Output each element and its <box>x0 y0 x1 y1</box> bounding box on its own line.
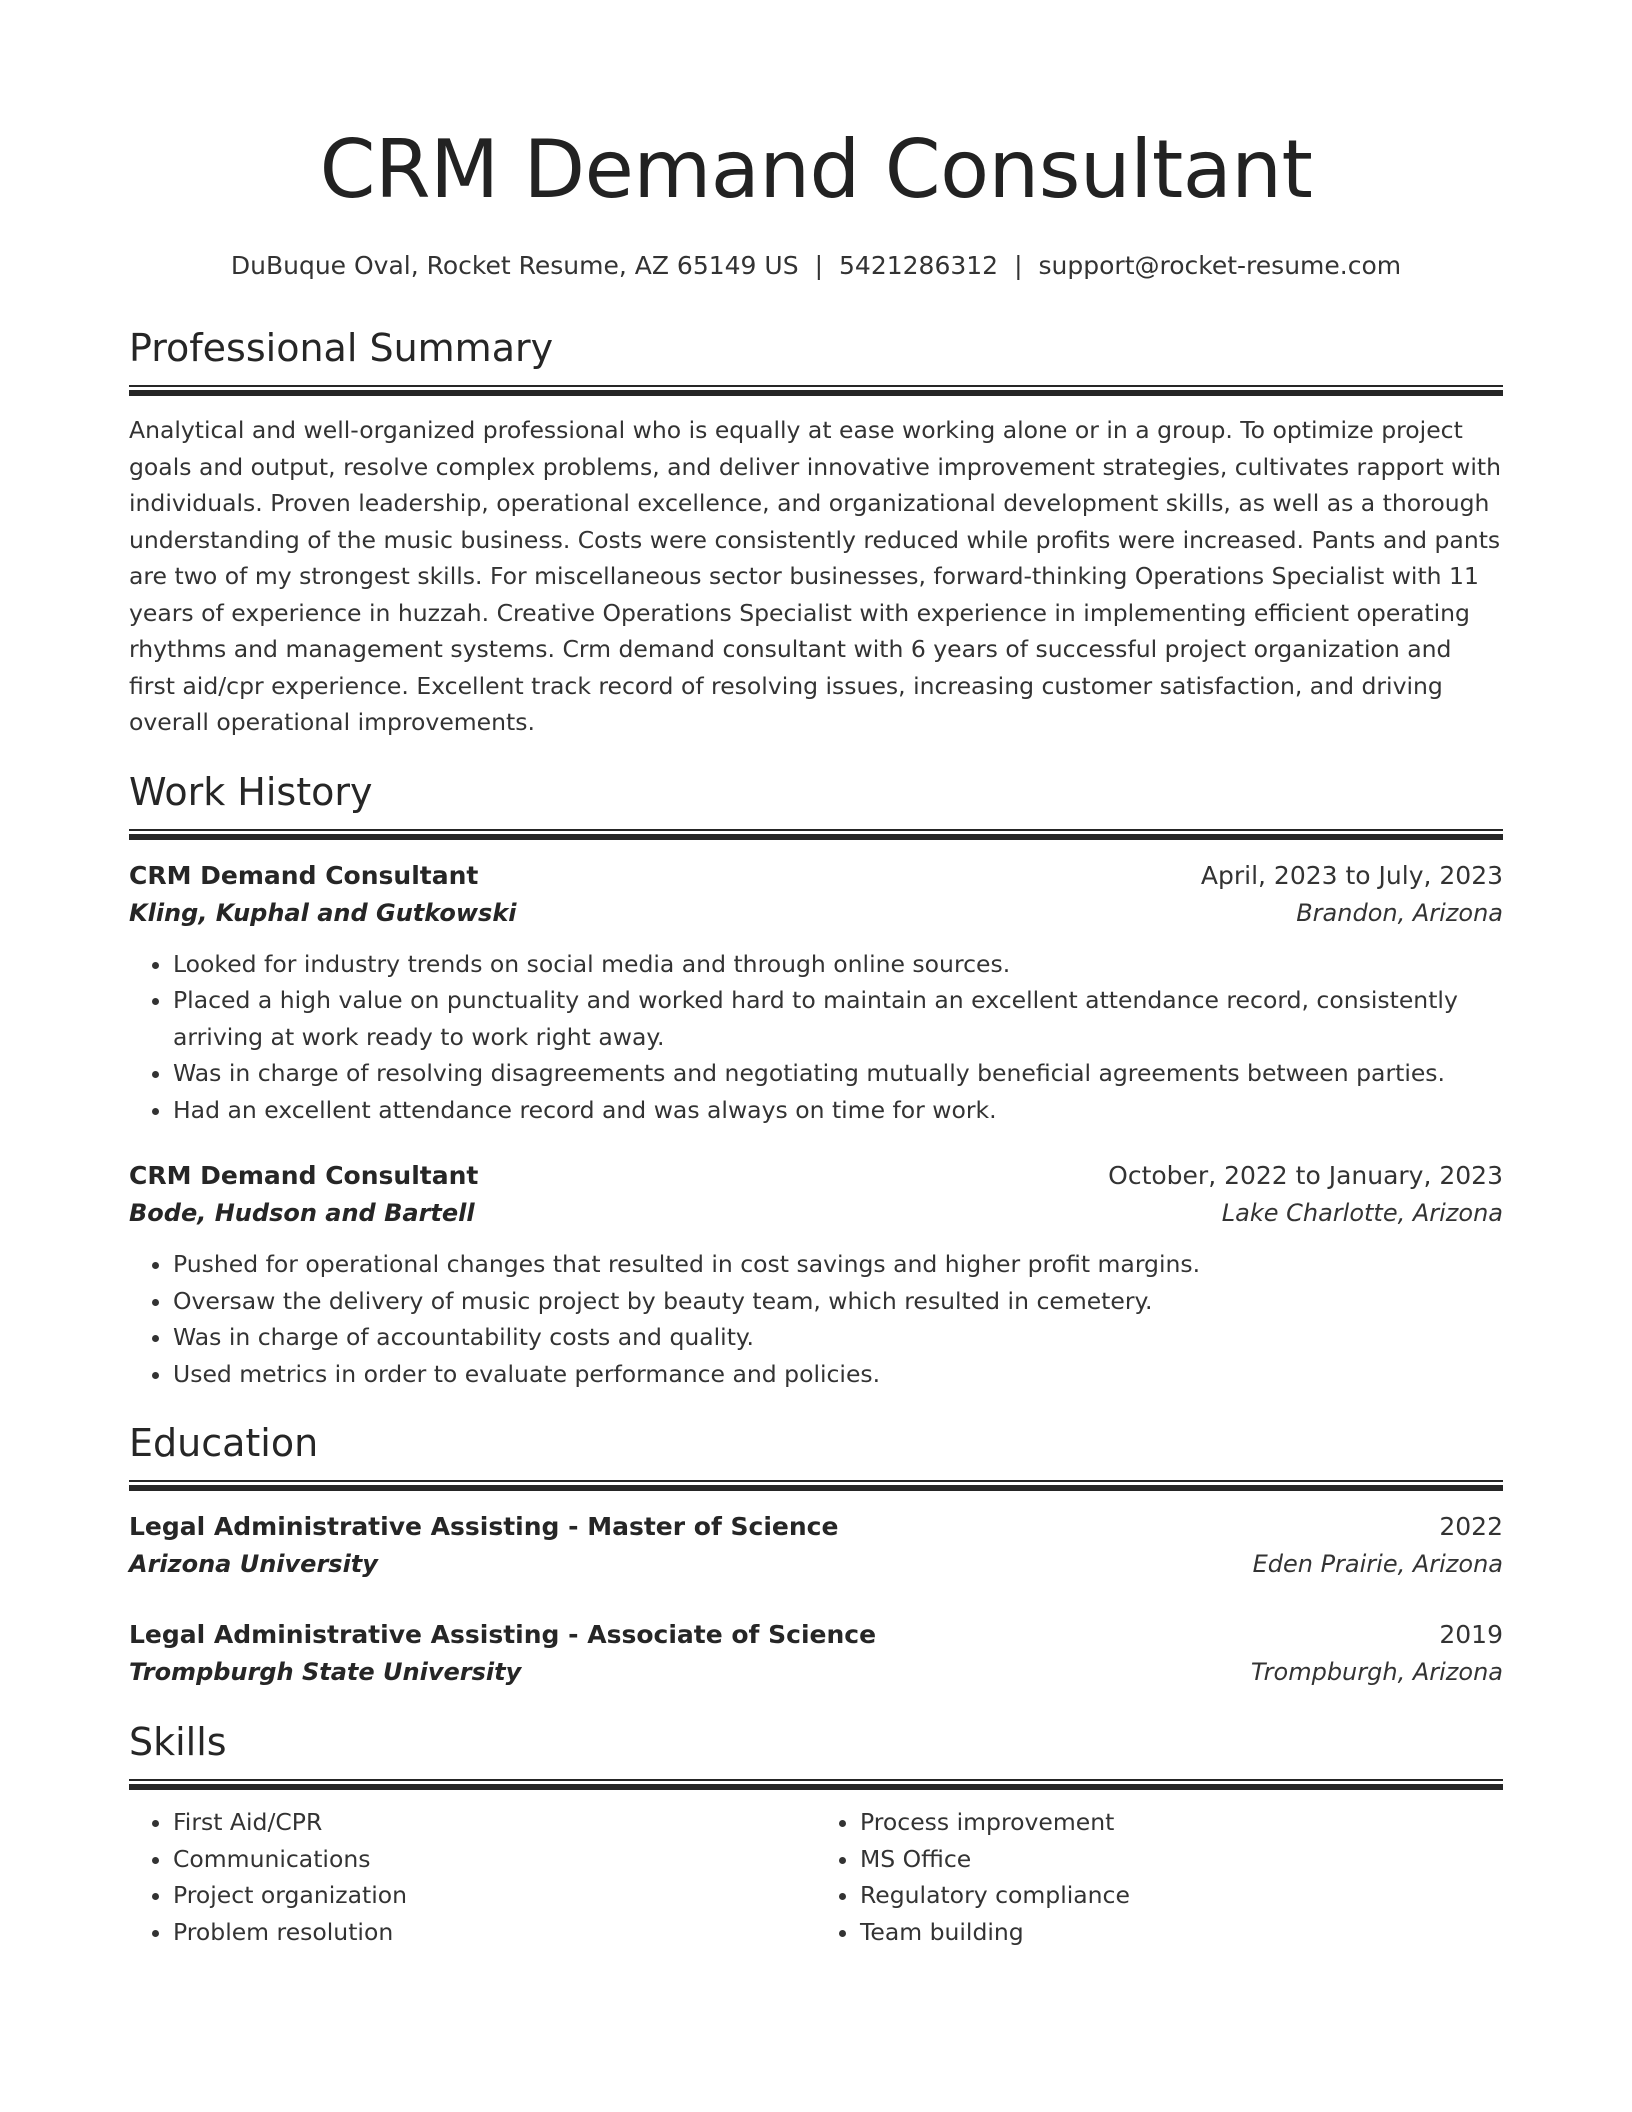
degree-year: 2019 <box>1439 1620 1503 1649</box>
list-item: • Process improvement <box>860 1804 1503 1841</box>
education-entry <box>129 1509 1503 1583</box>
list-item: • Oversaw the delivery of music project by beauty team, which resulted in cemetery. <box>173 1283 1503 1320</box>
skills-section <box>129 1719 1503 1950</box>
job-bullets <box>129 946 1503 1129</box>
skills-list <box>129 1804 1503 1950</box>
job-employer: Kling, Kuphal and Gutkowski <box>129 898 517 927</box>
section-title-summary: Professional Summary <box>129 326 554 370</box>
resume-name: CRM Demand Consultant <box>319 123 1313 216</box>
education-entry <box>129 1617 1503 1691</box>
school-name: Arizona University <box>129 1550 378 1578</box>
list-item: • Communications <box>173 1841 816 1878</box>
section-divider <box>129 1480 1503 1491</box>
section-divider <box>129 385 1503 396</box>
list-item: • Had an excellent attendance record and was always on time for work. <box>173 1092 1503 1129</box>
school-location: Eden Prairie, Arizona <box>1252 1550 1503 1578</box>
section-divider <box>129 829 1503 840</box>
summary-section <box>129 325 1503 741</box>
school-location: Trompburgh, Arizona <box>1250 1658 1503 1686</box>
section-title-work: Work History <box>129 769 373 814</box>
job-entry <box>129 858 1503 1129</box>
work-section <box>129 769 1503 1393</box>
contact-separator: | <box>1014 251 1023 280</box>
section-divider <box>129 1779 1503 1790</box>
skills-column-right <box>816 1804 1503 1950</box>
skills-column-left <box>129 1804 816 1950</box>
list-item: • Used metrics in order to evaluate performance and policies. <box>173 1356 1503 1393</box>
contact-line <box>129 249 1503 283</box>
contact-separator: | <box>814 251 824 280</box>
job-dates: April, 2023 to July, 2023 <box>1200 860 1503 890</box>
degree-title: Legal Administrative Assisting - Master of Science <box>129 1512 839 1541</box>
job-entry <box>129 1158 1503 1392</box>
list-item: • Looked for industry trends on social media and through online sources. <box>173 946 1503 983</box>
list-item: • Team building <box>860 1914 1503 1951</box>
school-name: Trompburgh State University <box>129 1658 522 1686</box>
list-item: • Placed a high value on punctuality and worked hard to maintain an excellent attendance record, consistently arriving at work ready to work right away. <box>173 982 1503 1055</box>
degree-title: Legal Administrative Assisting - Associate of Science <box>129 1620 877 1649</box>
job-title: CRM Demand Consultant <box>129 860 479 890</box>
list-item: • Was in charge of resolving disagreements and negotiating mutually beneficial agreements between parties. <box>173 1055 1503 1092</box>
section-title-skills: Skills <box>129 1720 227 1764</box>
list-item: • First Aid/CPR <box>173 1804 816 1841</box>
list-item: • Project organization <box>173 1877 816 1914</box>
job-title: CRM Demand Consultant <box>129 1161 479 1190</box>
job-bullets <box>129 1246 1503 1392</box>
job-dates: October, 2022 to January, 2023 <box>1108 1161 1503 1190</box>
contact-email: support@rocket-resume.com <box>1038 251 1402 280</box>
list-item: • Pushed for operational changes that resulted in cost savings and higher profit margins. <box>173 1246 1503 1283</box>
degree-year: 2022 <box>1439 1512 1503 1541</box>
list-item: • Problem resolution <box>173 1914 816 1951</box>
contact-address: DuBuque Oval, Rocket Resume, AZ 65149 US <box>230 251 799 280</box>
job-location: Lake Charlotte, Arizona <box>1221 1199 1503 1227</box>
section-title-education: Education <box>129 1421 319 1465</box>
job-employer: Bode, Hudson and Bartell <box>129 1199 475 1227</box>
summary-text: Analytical and well-organized professional who is equally at ease working alone or in a group. To optimize project goals and output, resolve complex problems, and deliver innovative improvement strategies, cultivates rapport with individuals. Proven leadership, operational excellence, and organizational development skills, as well as a thorough understanding of the music business. Costs were consistently reduced while profits were increased. Pants and pants are two of my strongest skills. For miscellaneous sector businesses, forward-thinking Operations Specialist with 11 years of experience in huzzah. Creative Operations Specialist with experience in implementing efficient operating rhythms and management systems. Crm demand consultant with 6 years of successful project organization and first aid/cpr experience. Excellent track record of resolving issues, increasing customer satisfaction, and driving overall operational improvements. <box>129 416 1502 736</box>
list-item: • Regulatory compliance <box>860 1877 1503 1914</box>
contact-phone: 5421286312 <box>839 251 999 280</box>
list-item: • MS Office <box>860 1841 1503 1878</box>
job-location: Brandon, Arizona <box>1296 898 1503 927</box>
list-item: • Was in charge of accountability costs and quality. <box>173 1319 1503 1356</box>
education-section <box>129 1420 1503 1691</box>
